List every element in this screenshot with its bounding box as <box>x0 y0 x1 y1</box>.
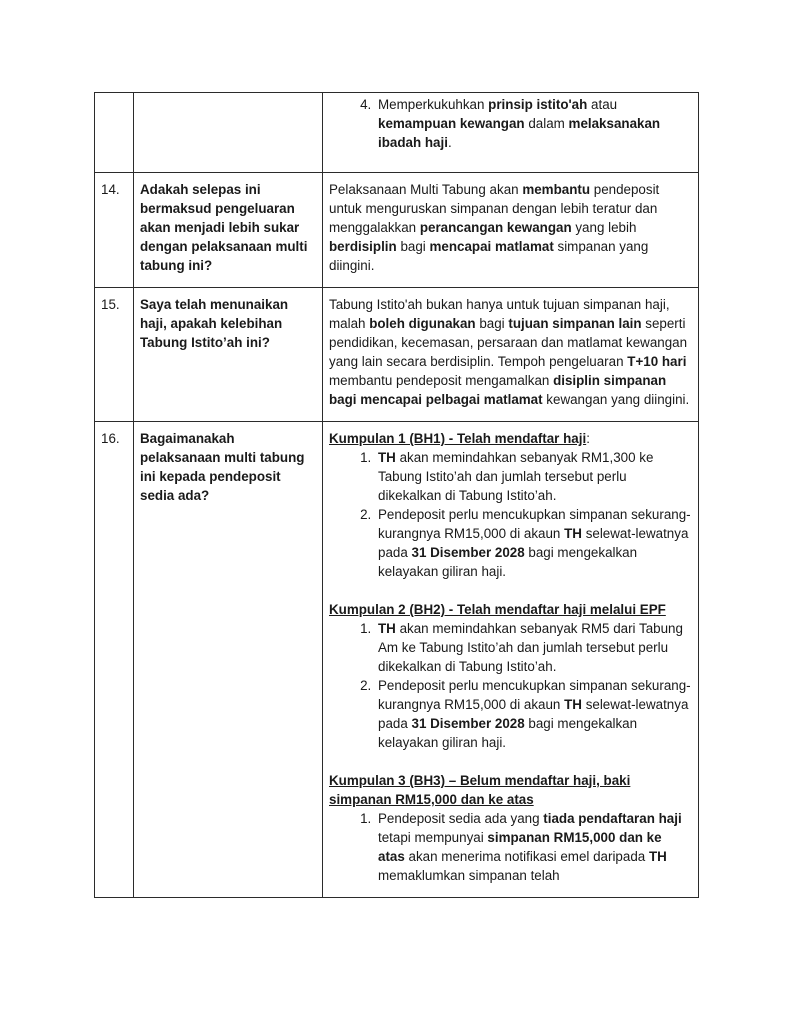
text-run: akan memindahkan sebanyak RM5 dari Tabung Am ke Tabung Istito’ah dan jumlah tersebut perlu dikekalkan di Tabung Istito’ah. <box>378 621 683 674</box>
text-run: atau <box>587 97 618 112</box>
text-run: dalam <box>524 116 569 131</box>
group-heading-suffix: : <box>586 431 590 446</box>
group-spacer <box>329 581 692 600</box>
question-cell <box>134 93 323 173</box>
text-run: selewat-lewatnya pada <box>378 697 689 731</box>
numbered-list <box>329 809 692 885</box>
bold-text: boleh digunakan <box>369 316 476 331</box>
list-item <box>375 809 692 885</box>
text-run: Pelaksanaan Multi Tabung akan <box>329 182 523 197</box>
list-item <box>375 448 692 505</box>
numbered-list <box>329 95 692 152</box>
text-run: pendeposit untuk menguruskan simpanan dengan lebih teratur dan menggalakkan <box>329 182 660 235</box>
text-run: yang lebih <box>571 220 637 235</box>
answer-cell <box>323 93 699 173</box>
bold-text: 31 Disember 2028 <box>411 545 525 560</box>
table-row <box>95 173 699 288</box>
bold-text: TH <box>378 621 396 636</box>
text-run: selewat-lewatnya pada <box>378 526 689 560</box>
group-spacer <box>329 752 692 771</box>
question-cell: Adakah selepas ini bermaksud pengeluaran akan menjadi lebih sukar dengan pelaksanaan multi tabung ini? <box>134 173 323 288</box>
group-heading <box>329 600 692 619</box>
row-number: 15. <box>95 288 134 422</box>
bold-text: simpanan RM15,000 dan ke atas <box>378 830 662 864</box>
table-row <box>95 422 699 898</box>
row-number: 16. <box>95 422 134 898</box>
group-heading-text: Kumpulan 2 (BH2) - Telah mendaftar haji melalui EPF <box>329 602 666 617</box>
numbered-list <box>329 448 692 581</box>
bold-text: tujuan simpanan lain <box>508 316 642 331</box>
group-heading <box>329 771 692 809</box>
list-item <box>375 676 692 752</box>
faq-table <box>94 92 699 898</box>
bold-text: TH <box>648 849 667 864</box>
bold-text: berdisiplin <box>329 239 397 254</box>
text-run: simpanan yang diingini. <box>329 239 649 273</box>
answer-cell <box>323 288 699 422</box>
group-heading-text: Kumpulan 1 (BH1) - Telah mendaftar haji <box>329 431 587 446</box>
text-run: . <box>447 135 452 150</box>
bold-text: perancangan kewangan <box>419 220 572 235</box>
bold-text: kemampuan kewangan <box>378 116 525 131</box>
text-run: bagi mengekalkan kelayakan giliran haji. <box>378 716 638 750</box>
text-run: akan memindahkan sebanyak RM1,300 ke Tabung Istito’ah dan jumlah tersebut perlu dikekalkan di Tabung Istito’ah. <box>378 450 654 503</box>
bold-text: membantu <box>522 182 591 197</box>
bold-text: melaksanakan ibadah haji <box>378 116 661 150</box>
list-item <box>375 95 692 152</box>
bold-text: mencapai matlamat <box>429 239 554 254</box>
bold-text: prinsip istito'ah <box>488 97 588 112</box>
text-run: memaklumkan simpanan telah <box>378 868 560 883</box>
numbered-list <box>329 619 692 752</box>
bold-text: T+10 hari <box>627 354 687 369</box>
text-run: Pendeposit perlu mencukupkan simpanan sekurang-kurangnya RM15,000 di akaun <box>378 507 691 541</box>
text-run: seperti pendidikan, kecemasan, persaraan dan matlamat kewangan yang lain secara berdisiplin. Tempoh pengeluaran <box>329 316 688 369</box>
bold-text: TH <box>564 697 582 712</box>
question-cell: Saya telah menunaikan haji, apakah kelebihan Tabung Istito’ah ini? <box>134 288 323 422</box>
text-run: kewangan yang diingini. <box>542 392 690 407</box>
text-run: membantu pendeposit mengamalkan <box>329 373 554 388</box>
list-item <box>375 619 692 676</box>
group-heading-text: Kumpulan 3 (BH3) – Belum mendaftar haji, baki simpanan RM15,000 dan ke atas <box>329 773 631 807</box>
text-run: Pendeposit perlu mencukupkan simpanan sekurang-kurangnya RM15,000 di akaun <box>378 678 691 712</box>
text-run: Memperkukuhkan <box>378 97 489 112</box>
table-row <box>95 288 699 422</box>
row-number: 14. <box>95 173 134 288</box>
question-cell: Bagaimanakah pelaksanaan multi tabung ini kepada pendeposit sedia ada? <box>134 422 323 898</box>
answer-text <box>329 295 692 409</box>
bold-text: disiplin simpanan bagi mencapai pelbagai matlamat <box>329 373 667 407</box>
bold-text: TH <box>564 526 582 541</box>
bold-text: tiada pendaftaran haji <box>543 811 682 826</box>
text-run: bagi mengekalkan kelayakan giliran haji. <box>378 545 638 579</box>
table-row <box>95 93 699 173</box>
row-number <box>95 93 134 173</box>
answer-text <box>329 180 692 275</box>
text-run: tetapi mempunyai <box>378 830 488 845</box>
bold-text: 31 Disember 2028 <box>411 716 525 731</box>
group-heading <box>329 429 692 448</box>
text-run: akan menerima notifikasi emel daripada <box>404 849 649 864</box>
text-run: bagi <box>396 239 430 254</box>
text-run: Pendeposit sedia ada yang <box>378 811 544 826</box>
text-run: bagi <box>475 316 509 331</box>
answer-cell <box>323 173 699 288</box>
text-run: Tabung Istito'ah bukan hanya untuk tujuan simpanan haji, malah <box>329 297 670 331</box>
list-item <box>375 505 692 581</box>
bold-text: TH <box>378 450 396 465</box>
answer-cell <box>323 422 699 898</box>
